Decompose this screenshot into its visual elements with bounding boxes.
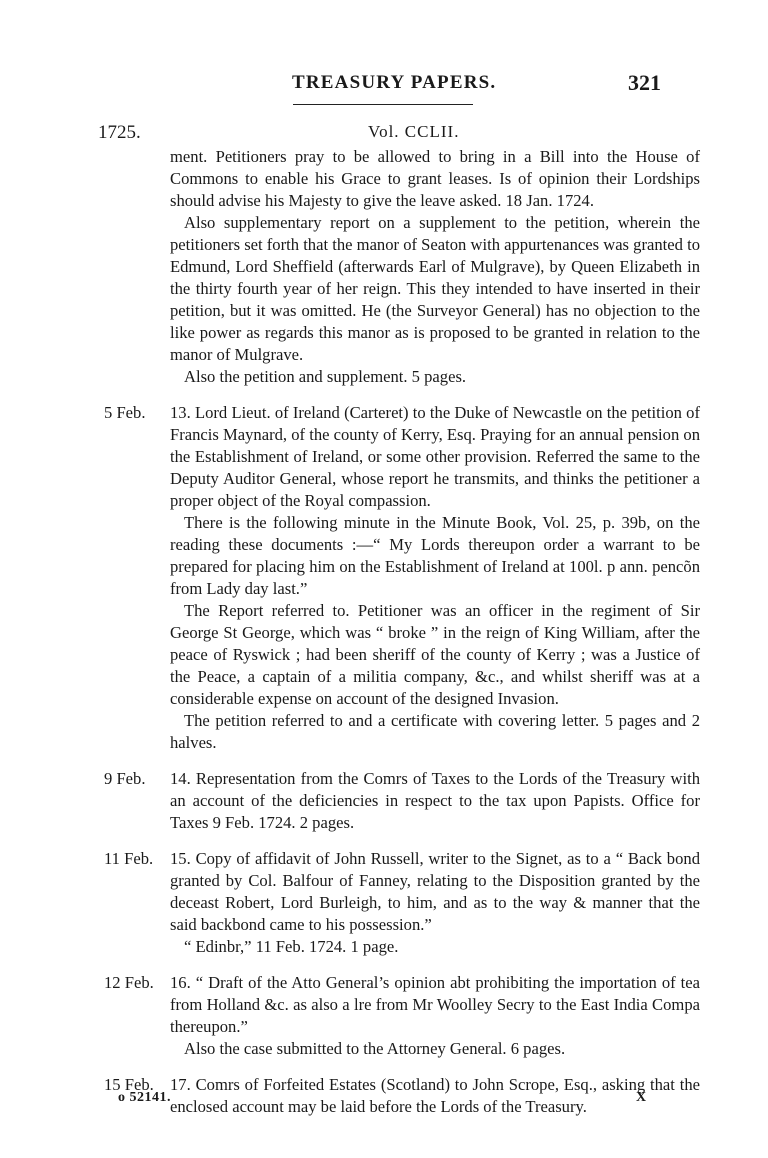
entry-paragraph: 14. Representation from the Comrs of Taxes to the Lords of the Treasury with an account of the deficiencies in respect to the tax upon Papists. Office for Taxes 9 Feb. 1724. 2 pages. [170,769,700,832]
entry-paragraph: The petition referred to and a certificate with covering letter. 5 pages and 2 halves. [170,711,700,752]
signature-mark: X [636,1090,647,1105]
subheader [0,120,768,144]
running-header [0,70,768,100]
entry-paragraph: Also supplementary report on a supplement to the petition, wherein the petitioners set forth that the manor of Seaton with appurtenances was granted to Edmund, Lord Sheffield (afterwards Earl of Mulgrave), by Queen Elizabeth in the thirty fourth year of her reign. This they intended to have inserted in their petition, but it was omitted. He (the Surveyor General) has no objection to the like power as regards this manor as is proposed to be granted in relation to the manor of Mulgrave. [170,213,700,364]
entry-date: 9 Feb. [104,769,146,788]
entry-16 [104,972,700,1060]
entry-paragraph: The Report referred to. Petitioner was an officer in the regiment of Sir George St George, which was “ broke ” in the reign of King William, after the peace of Ryswick ; had been sheriff of the county of Kerry ; was a Justice of the Peace, a captain of a militia company, &c., and whilst sheriff was at a considerable expense on account of the designed Invasion. [170,601,700,708]
volume-label: Vol. CCLII. [368,122,460,141]
entry-15 [104,848,700,958]
entry-13 [104,402,700,754]
entry-paragraph: 17. Comrs of Forfeited Estates (Scotland) to John Scrope, Esq., asking that the enclosed account may be laid before the Lords of the Treasury. [170,1075,700,1116]
entry-paragraph: There is the following minute in the Minute Book, Vol. 25, p. 39b, on the reading these documents :—“ My Lords thereupon order a warrant to be prepared for placing him on the Establishment of Ireland at 100l. p ann. pencõn from Lady day last.” [170,513,700,598]
page-number: 321 [628,70,661,95]
entry-date: 15 Feb. [104,1075,154,1094]
entry-paragraph: 15. Copy of affidavit of John Russell, writer to the Signet, as to a “ Back bond granted by Col. Balfour of Fanney, relating to the Disposition granted by the deceast Robert, Lord Burleigh, to him, and as to the way & manner that the said backbond came to his possession.” [170,849,700,934]
entry-paragraph: Also the petition and supplement. 5 pages. [184,367,467,386]
entry-paragraph: “ Edinbr,” 11 Feb. 1724. 1 page. [184,937,399,956]
running-title: TREASURY PAPERS. [292,72,497,93]
entry-continued [170,146,700,388]
entry-date: 5 Feb. [104,403,146,422]
entry-14 [104,768,700,834]
entry-date: 11 Feb. [104,849,154,868]
header-rule [293,104,473,105]
page-footer [0,1088,768,1112]
entry-date: 12 Feb. [104,973,154,992]
printer-code: o 52141. [118,1090,171,1105]
entry-paragraph: 13. Lord Lieut. of Ireland (Carteret) to the Duke of Newcastle on the petition of Francis Maynard, of the county of Kerry, Esq. Praying for an annual pension on the Establishment of Ireland, or some other provision. Referred the same to the Deputy Auditor General, whose report he transmits, and thinks the petitioner a proper object of the Royal compassion. [170,403,700,510]
entry-paragraph: 16. “ Draft of the Atto General’s opinion abt prohibiting the importation of tea from Holland &c. as also a lre from Mr Woolley Secry to the East India Compa thereupon.” [170,973,700,1036]
entry-paragraph: Also the case submitted to the Attorney General. 6 pages. [184,1039,566,1058]
entry-paragraph: ment. Petitioners pray to be allowed to bring in a Bill into the House of Commons to enable his Grace to grant leases. Is of opinion their Lordships should advise his Majesty to give the leave asked. 18 Jan. 1724. [170,147,700,210]
year-label: 1725. [98,122,141,143]
